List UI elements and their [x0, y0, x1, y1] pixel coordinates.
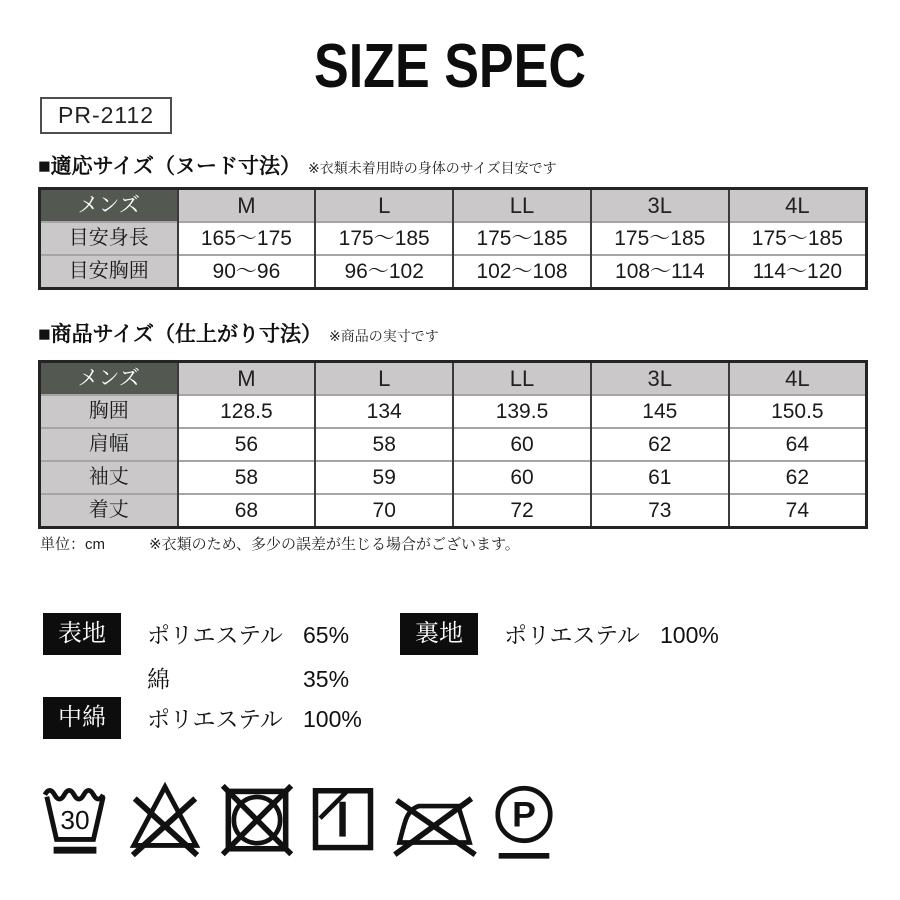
size-value-cell: 102〜108 — [453, 255, 591, 289]
row-label: 着丈 — [40, 494, 178, 528]
size-value-cell: 145 — [591, 395, 729, 428]
size-value-cell: 175〜185 — [315, 222, 453, 255]
size-value-cell: 73 — [591, 494, 729, 528]
table-row — [40, 428, 867, 461]
material-components — [147, 613, 349, 701]
section-heading-nude-note: ※衣類未着用時の身体のサイズ目安です — [308, 160, 557, 176]
material-components — [504, 613, 719, 657]
size-column-header: M — [178, 189, 316, 223]
material-name: ポリエステル — [504, 622, 640, 648]
product-code-box: PR-2112 — [40, 97, 172, 134]
size-value-cell: 134 — [315, 395, 453, 428]
size-value-cell: 175〜185 — [729, 222, 867, 255]
unit-note: 単位：cm — [40, 536, 105, 553]
professional-care-gentle-icon — [494, 780, 554, 864]
table-row — [40, 255, 867, 289]
size-value-cell: 60 — [453, 461, 591, 494]
table-row — [40, 395, 867, 428]
section-heading-nude-label: ■適応サイズ（ヌード寸法） — [38, 155, 302, 178]
size-column-header: LL — [453, 189, 591, 223]
section-heading-nude — [38, 150, 557, 180]
material-badge: 裏地 — [400, 613, 478, 655]
page-title: SIZE SPEC — [313, 32, 587, 101]
size-column-header: 4L — [729, 362, 867, 396]
size-column-header: L — [315, 189, 453, 223]
size-value-cell: 108〜114 — [591, 255, 729, 289]
material-percent: 100% — [303, 706, 362, 732]
material-block-lining — [400, 613, 719, 657]
material-badge: 中綿 — [43, 697, 121, 739]
size-column-header: 3L — [591, 189, 729, 223]
size-value-cell: 150.5 — [729, 395, 867, 428]
size-value-cell: 175〜185 — [591, 222, 729, 255]
size-value-cell: 60 — [453, 428, 591, 461]
product-size-table — [38, 360, 868, 529]
size-value-cell: 96〜102 — [315, 255, 453, 289]
size-value-cell: 64 — [729, 428, 867, 461]
material-block-padding — [43, 697, 362, 741]
table-corner-cell: メンズ — [40, 189, 178, 223]
line-dry-in-shade-icon — [310, 780, 376, 862]
size-value-cell: 114〜120 — [729, 255, 867, 289]
size-value-cell: 70 — [315, 494, 453, 528]
row-label: 目安胸囲 — [40, 255, 178, 289]
size-column-header: LL — [453, 362, 591, 396]
size-value-cell: 58 — [315, 428, 453, 461]
size-column-header: 4L — [729, 189, 867, 223]
material-component — [147, 697, 362, 741]
section-heading-product-label: ■商品サイズ（仕上がり寸法） — [38, 323, 323, 346]
size-value-cell: 139.5 — [453, 395, 591, 428]
material-components — [147, 697, 362, 741]
material-percent: 35% — [303, 666, 350, 692]
size-value-cell: 58 — [178, 461, 316, 494]
size-value-cell: 128.5 — [178, 395, 316, 428]
row-label: 袖丈 — [40, 461, 178, 494]
table-header-row — [40, 362, 867, 396]
do-not-bleach-icon — [126, 780, 204, 862]
table-header-row — [40, 189, 867, 223]
material-name: 綿 — [147, 666, 170, 692]
material-badge: 表地 — [43, 613, 121, 655]
size-column-header: M — [178, 362, 316, 396]
material-component — [504, 613, 719, 657]
size-value-cell: 61 — [591, 461, 729, 494]
table-row — [40, 222, 867, 255]
table-row — [40, 461, 867, 494]
wash-30-gentle-icon — [40, 780, 110, 862]
size-column-header: L — [315, 362, 453, 396]
section-heading-product — [38, 318, 439, 348]
row-label: 目安身長 — [40, 222, 178, 255]
size-value-cell: 175〜185 — [453, 222, 591, 255]
material-block-outer — [43, 613, 349, 701]
material-component — [147, 657, 349, 701]
table-row — [40, 494, 867, 528]
size-value-cell: 72 — [453, 494, 591, 528]
row-label: 胸囲 — [40, 395, 178, 428]
size-value-cell: 165〜175 — [178, 222, 316, 255]
svg-text:P: P — [512, 794, 536, 835]
size-value-cell: 62 — [591, 428, 729, 461]
svg-text:30: 30 — [60, 804, 90, 835]
material-name: ポリエステル — [147, 706, 283, 732]
do-not-tumble-dry-icon — [220, 780, 294, 862]
section-heading-product-note: ※商品の実寸です — [329, 328, 439, 344]
material-name: ポリエステル — [147, 622, 283, 648]
size-value-cell: 59 — [315, 461, 453, 494]
table-corner-cell: メンズ — [40, 362, 178, 396]
material-component — [147, 613, 349, 657]
size-value-cell: 74 — [729, 494, 867, 528]
material-percent: 100% — [660, 622, 719, 648]
size-value-cell: 56 — [178, 428, 316, 461]
row-label: 肩幅 — [40, 428, 178, 461]
size-value-cell: 90〜96 — [178, 255, 316, 289]
table-footnote — [40, 533, 520, 554]
disclaimer-note: ※衣類のため、多少の誤差が生じる場合がございます。 — [149, 536, 520, 553]
size-column-header: 3L — [591, 362, 729, 396]
size-value-cell: 68 — [178, 494, 316, 528]
size-value-cell: 62 — [729, 461, 867, 494]
material-percent: 65% — [303, 622, 350, 648]
do-not-iron-icon — [392, 780, 478, 862]
nude-size-table — [38, 187, 868, 290]
care-symbols-row — [40, 780, 554, 864]
